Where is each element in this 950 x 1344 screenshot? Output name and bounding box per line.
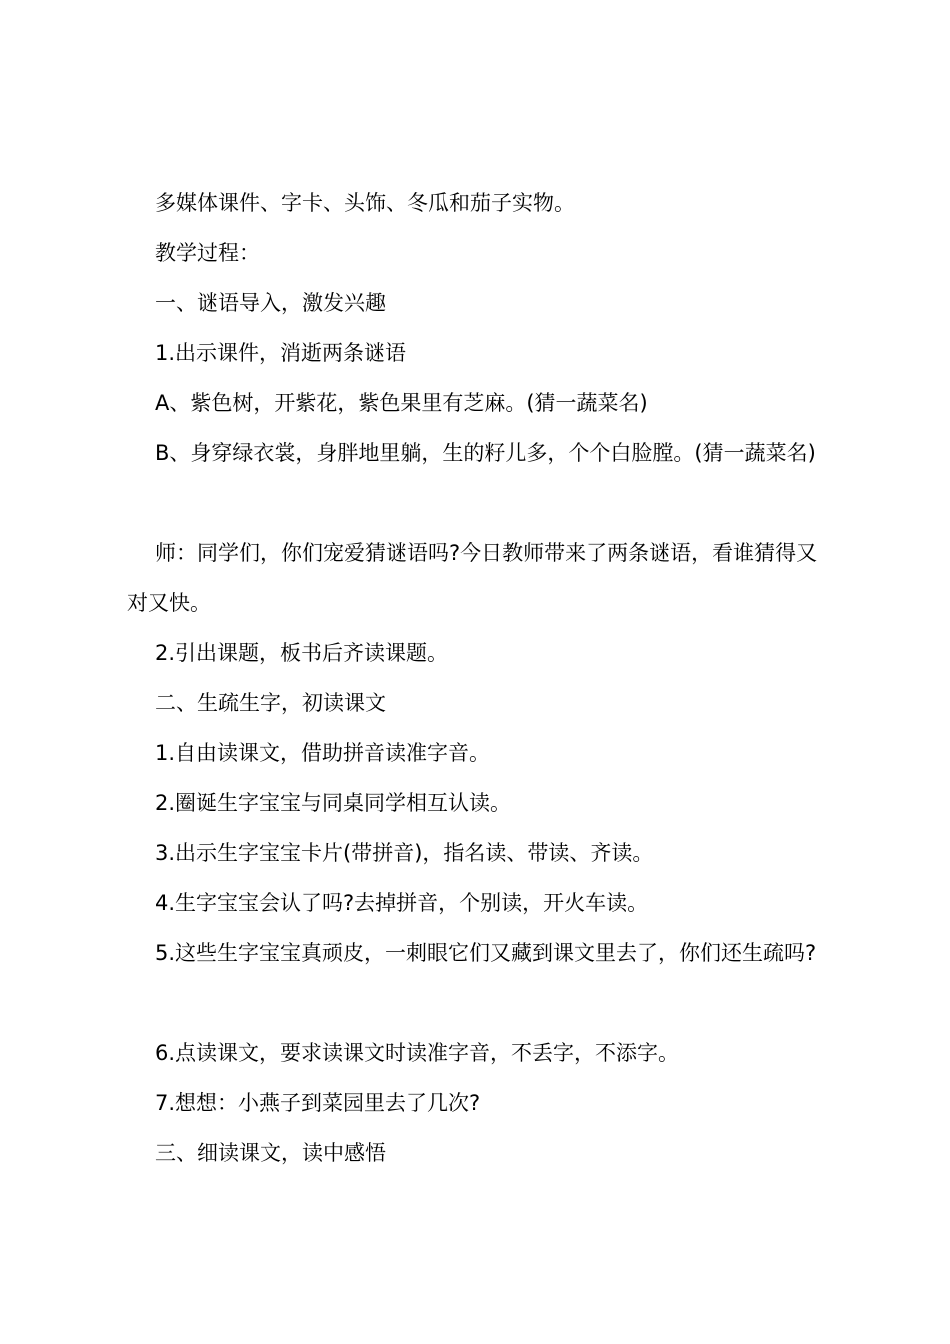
- list-item-7: 7.想想：小燕子到菜园里去了几次?: [155, 1091, 481, 1115]
- paragraph-materials: 多媒体课件、字卡、头饰、冬瓜和茄子实物。: [155, 191, 575, 215]
- list-item-4: 4.生字宝宝会认了吗?去掉拼音，个别读，开火车读。: [155, 891, 649, 915]
- section-heading-1: 一、谜语导入，激发兴趣: [155, 291, 386, 315]
- list-item-3: 3.出示生字宝宝卡片(带拼音)，指名读、带读、齐读。: [155, 841, 654, 865]
- list-item-6: 6.点读课文，要求读课文时读准字音，不丢字，不添字。: [155, 1041, 680, 1065]
- paragraph-step-1: 1.出示课件，消逝两条谜语: [155, 341, 407, 365]
- riddle-b: B、身穿绿衣裳，身胖地里躺，生的籽儿多，个个白脸膛。(猜一蔬菜名): [155, 441, 816, 465]
- paragraph-step-2: 2.引出课题，板书后齐读课题。: [155, 641, 449, 665]
- section-heading-2: 二、生疏生字，初读课文: [155, 691, 386, 715]
- riddle-a: A、紫色树，开紫花，紫色果里有芝麻。(猜一蔬菜名): [155, 391, 648, 415]
- section-heading-3: 三、细读课文，读中感悟: [155, 1141, 386, 1165]
- teacher-dialogue: 师：同学们，你们宠爱猜谜语吗?今日教师带来了两条谜语，看谁猜得又对又快。: [127, 541, 818, 615]
- list-item-5: 5.这些生字宝宝真顽皮，一刺眼它们又藏到课文里去了，你们还生疏吗?: [155, 941, 817, 965]
- paragraph-teaching-process-heading: 教学过程：: [155, 241, 260, 265]
- list-item-2: 2.圈诞生字宝宝与同桌同学相互认读。: [155, 791, 512, 815]
- list-item-1: 1.自由读课文，借助拼音读准字音。: [155, 741, 491, 765]
